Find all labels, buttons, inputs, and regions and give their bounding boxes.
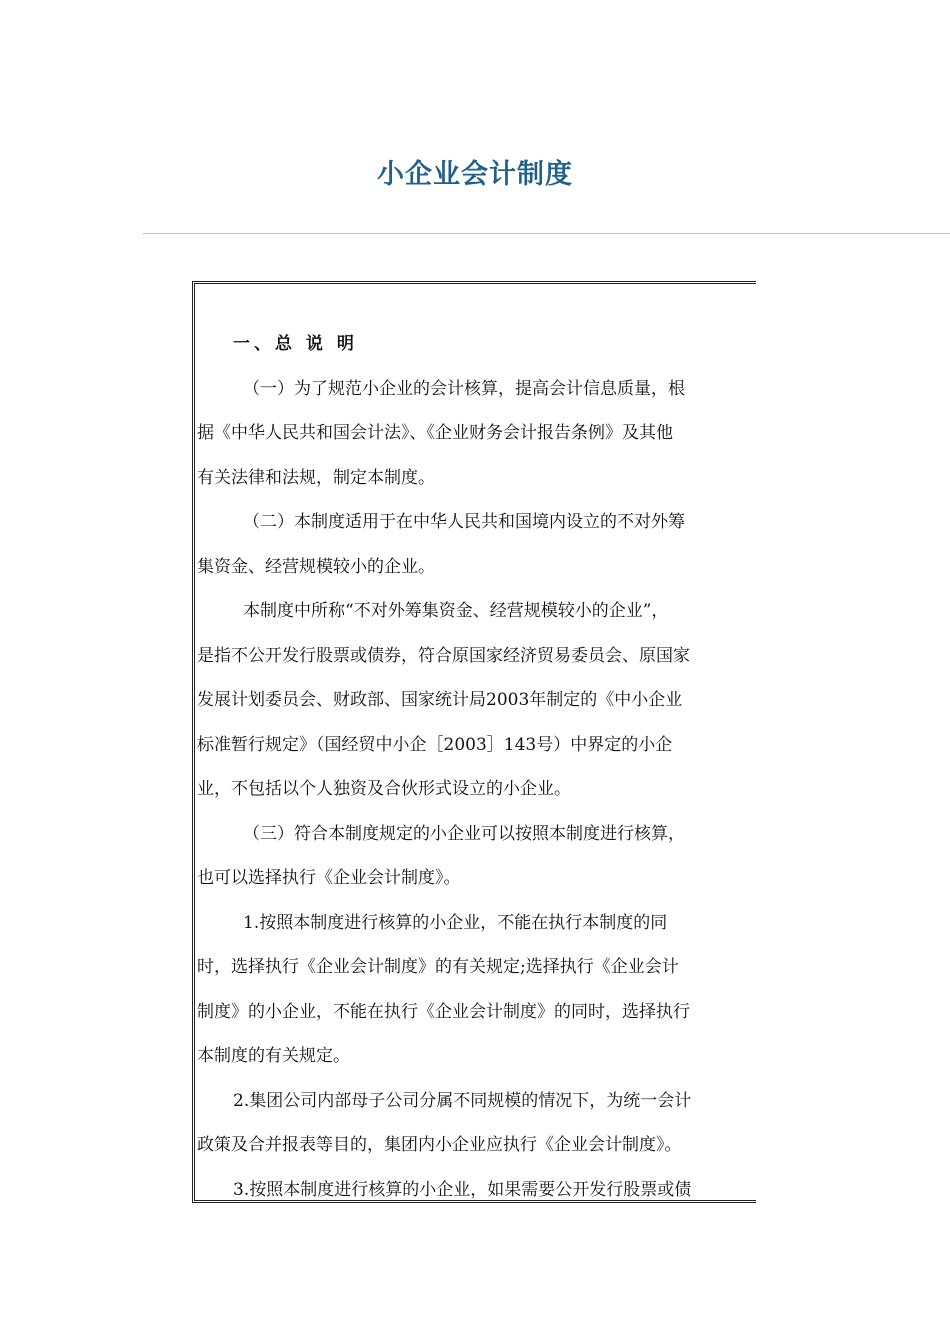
paragraph-line: 也可以选择执行《企业会计制度》。 [197, 868, 461, 888]
paragraph-line: 2.集团公司内部母子公司分属不同规模的情况下，为统一会计 [233, 1091, 692, 1111]
paragraph-line: 有关法律和法规，制定本制度。 [197, 468, 435, 488]
paragraph-line: 本制度中所称“不对外筹集资金、经营规模较小的企业”， [243, 601, 669, 621]
paragraph-line: 3.按照本制度进行核算的小企业，如果需要公开发行股票或债 [233, 1180, 692, 1200]
paragraph-line: （三）符合本制度规定的小企业可以按照本制度进行核算， [243, 824, 685, 844]
paragraph-line: 政策及合并报表等目的，集团内小企业应执行《企业会计制度》。 [197, 1135, 682, 1155]
paragraph-line: 业，不包括以个人独资及合伙形式设立的小企业。 [197, 779, 571, 799]
paragraph-line: （二）本制度适用于在中华人民共和国境内设立的不对外筹 [243, 512, 685, 532]
paragraph-line: 时，选择执行《企业会计制度》的有关规定;选择执行《企业会计 [197, 957, 679, 977]
paragraph-line: 标准暂行规定》（国经贸中小企［2003］143号）中界定的小企 [197, 735, 673, 755]
paragraph-line: 据《中华人民共和国会计法》、《企业财务会计报告条例》及其他 [197, 423, 673, 443]
page-title: 小企业会计制度 [377, 159, 573, 190]
paragraph-line: （一）为了规范小企业的会计核算，提高会计信息质量，根 [243, 379, 685, 399]
document-frame [192, 281, 756, 1203]
section-heading: 一、总 说 明 [233, 334, 358, 354]
paragraph-line: 1.按照本制度进行核算的小企业，不能在执行本制度的同 [243, 913, 668, 933]
paragraph-line: 制度》的小企业，不能在执行《企业会计制度》的同时，选择执行 [197, 1002, 690, 1022]
title-divider [143, 233, 950, 234]
paragraph-line: 集资金、经营规模较小的企业。 [197, 557, 435, 577]
paragraph-line: 发展计划委员会、财政部、国家统计局2003年制定的《中小企业 [197, 690, 683, 710]
paragraph-line: 是指不公开发行股票或债券，符合原国家经济贸易委员会、原国家 [197, 646, 690, 666]
paragraph-line: 本制度的有关规定。 [197, 1046, 350, 1066]
